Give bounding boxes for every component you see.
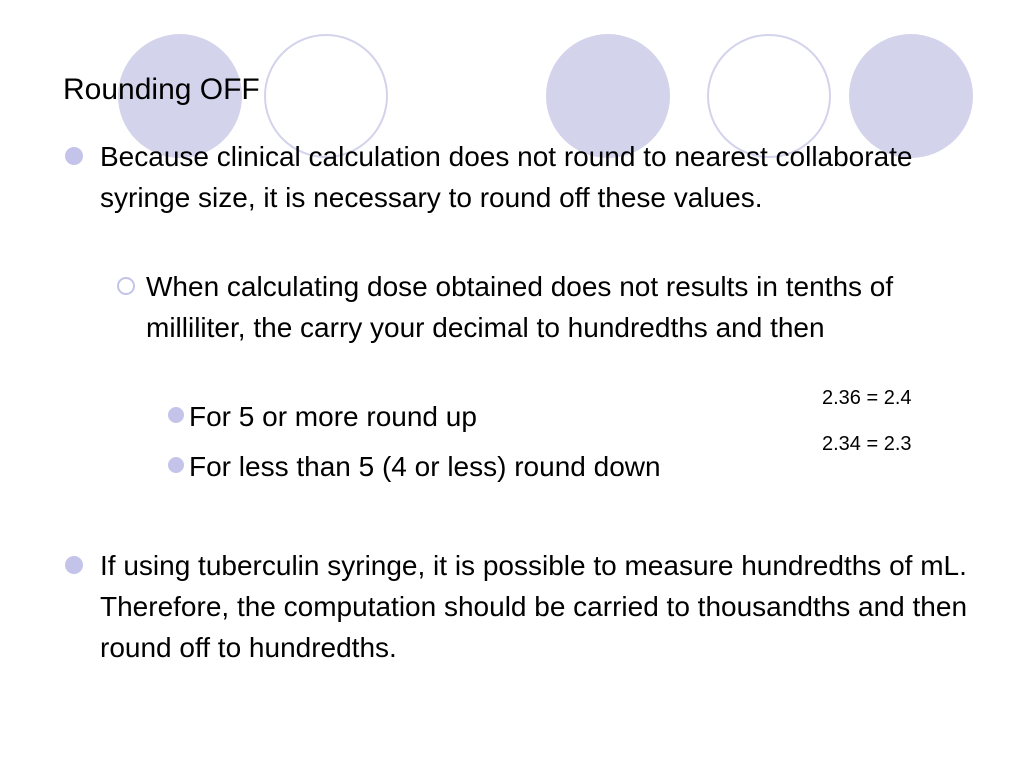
bullet-1: Because clinical calculation does not round to nearest collaborate syringe size, it is necessary to round off these values. (100, 141, 913, 213)
slide-title: Rounding OFF (63, 73, 260, 106)
example-round-down: 2.34 = 2.3 (822, 433, 912, 455)
tertiary-bullet-2: For less than 5 (4 or less) round down (189, 451, 661, 482)
bullet-dot-icon (168, 457, 184, 473)
bullet-dot-icon (168, 407, 184, 423)
sub-bullet-1: When calculating dose obtained does not results in tenths of milliliter, the carry your decimal to hundredths and then (146, 271, 894, 343)
example-round-up: 2.36 = 2.4 (822, 387, 912, 409)
bullet-dot-icon (65, 147, 83, 165)
tertiary-bullet-1: For 5 or more round up (189, 401, 477, 432)
bullet-2: If using tuberculin syringe, it is possible to measure hundredths of mL. Therefore, the computation should be carried to thousandths and then round off to hundredths. (100, 550, 968, 663)
ring-bullet-icon (117, 277, 135, 295)
bullet-dot-icon (65, 556, 83, 574)
